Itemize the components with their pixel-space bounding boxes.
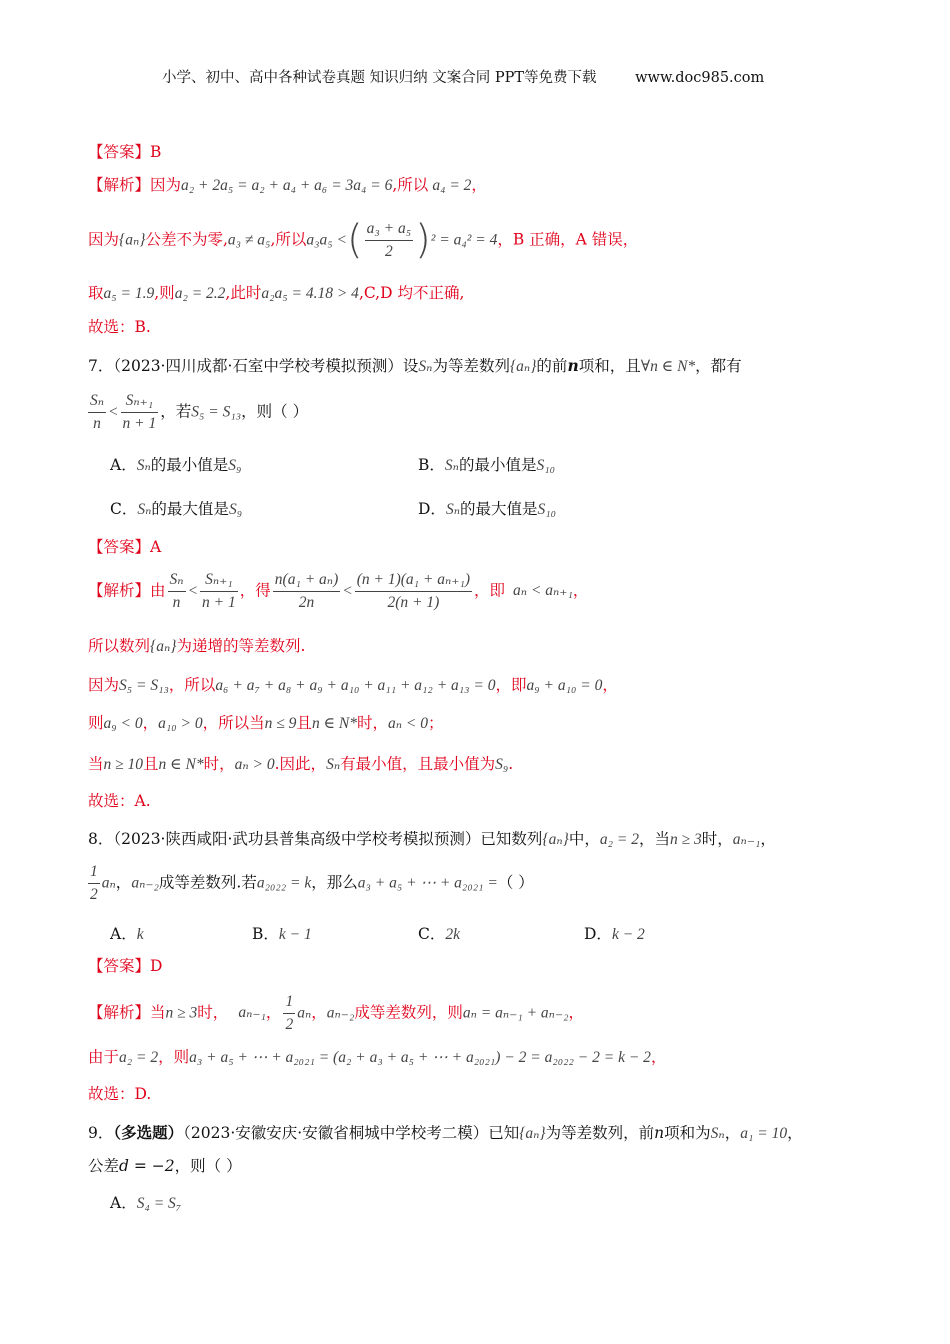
- q8-option-a[interactable]: [110, 927, 144, 943]
- formula: {aₙ}: [150, 638, 177, 655]
- formula: k: [136, 926, 144, 943]
- formula: a₂ = 2.2: [174, 285, 226, 302]
- q7-answer-line: [88, 540, 161, 556]
- formula: Sₙ: [136, 457, 151, 474]
- text: 由于: [88, 1048, 120, 1066]
- denominator: n: [93, 414, 101, 432]
- q7-analysis-line-3: [88, 678, 618, 694]
- formula: S₉: [228, 457, 242, 474]
- formula: a₉ + a₁₀ = 0: [526, 677, 603, 694]
- formula: a₃ + a₅ + ⋯ + a₂₀₂₁ =: [357, 874, 498, 892]
- text: .因此，: [274, 755, 327, 773]
- q8-answer: D: [150, 957, 163, 975]
- q7-analysis-line-2: [88, 639, 305, 655]
- fraction: [283, 994, 295, 1032]
- formula: {aₙ}: [519, 1125, 546, 1142]
- q7-stem-line-2: [86, 393, 308, 431]
- text: 为等差数列，前: [545, 1124, 655, 1142]
- text: ，: [650, 1048, 667, 1066]
- text: ；: [428, 714, 444, 732]
- text: ，: [568, 1003, 585, 1022]
- question-number: 9．: [88, 1124, 114, 1142]
- text: 的最大值是: [459, 500, 538, 518]
- text: （ ）: [497, 873, 534, 892]
- q8-analysis-line-1: [88, 994, 584, 1032]
- formula: a₅ = 1.9: [103, 285, 155, 302]
- text: 因为: [150, 176, 182, 194]
- choose-label: 故选：: [88, 318, 135, 336]
- q7-option-d[interactable]: [418, 502, 556, 518]
- text: 且: [296, 714, 312, 732]
- formula: aₙ > 0: [234, 756, 275, 773]
- text: 的最小值是: [150, 456, 229, 474]
- choose-value: D.: [134, 1085, 152, 1103]
- choose-value: B.: [134, 318, 151, 336]
- q9-stem-line-2: [88, 1159, 242, 1175]
- formula: a₂a₅ = 4.18 > 4: [261, 285, 359, 302]
- formula: aₙ: [101, 874, 116, 892]
- right-paren-icon: ): [415, 217, 431, 263]
- denominator: n: [172, 593, 181, 611]
- text: 当: [88, 755, 104, 773]
- text: 中，: [568, 830, 600, 848]
- q6-analysis-line-1: [88, 178, 487, 194]
- left-paren-icon: (: [347, 217, 363, 263]
- option-letter: D．: [584, 925, 612, 943]
- text: ，则（ ）: [241, 402, 309, 421]
- text: ，: [311, 1003, 327, 1022]
- question-tag: （多选题）: [113, 1123, 184, 1142]
- q8-stem-line-1: [88, 832, 776, 848]
- option-letter: C．: [418, 925, 446, 943]
- option-letter: A．: [110, 925, 137, 943]
- formula: aₙ < 0: [388, 715, 429, 732]
- text: ，: [760, 830, 776, 848]
- formula: n ≥ 10: [103, 756, 144, 773]
- text: ,所以: [392, 176, 429, 194]
- q8-analysis-line-2: [88, 1050, 666, 1066]
- answer-label: 【答案】: [88, 538, 151, 556]
- text: ，即: [474, 581, 506, 600]
- text: ,则: [154, 284, 175, 302]
- q7-analysis-line-5: [88, 757, 513, 773]
- text: ，: [265, 1003, 282, 1022]
- formula: k − 2: [611, 926, 645, 943]
- formula: S₅ = S₁₃: [191, 403, 242, 421]
- denominator: 2n: [298, 593, 315, 611]
- option-letter: A．: [110, 1194, 137, 1212]
- q6-answer-line: [88, 145, 161, 161]
- fraction: [365, 221, 414, 259]
- text: 时，: [701, 830, 733, 848]
- q7-option-a[interactable]: [110, 458, 241, 474]
- choose-value: A.: [134, 792, 151, 810]
- text: ，: [572, 581, 589, 600]
- fraction: [88, 864, 100, 902]
- q7-analysis-line-4: [88, 716, 444, 732]
- formula: S₁₀: [537, 501, 557, 518]
- text: ，: [787, 1124, 803, 1142]
- formula: aₙ₋₁: [238, 1004, 266, 1022]
- text: ，: [602, 676, 618, 694]
- numerator: n(a₁ + aₙ): [273, 572, 340, 592]
- formula: a₁₀ > 0: [158, 715, 203, 732]
- formula: Sₙ: [326, 756, 341, 773]
- numerator: Sₙ₊₁: [121, 393, 159, 413]
- text: 所以数列: [88, 637, 151, 655]
- text: .: [508, 755, 514, 773]
- formula: S₅ = S₁₃: [119, 677, 169, 694]
- formula: S₄ = S₇: [136, 1195, 182, 1212]
- q6-analysis-line-2: [88, 217, 639, 263]
- text: ，: [142, 714, 159, 732]
- text: 的最小值是: [458, 456, 537, 474]
- text: ,此时: [225, 284, 262, 302]
- text: ，B 正确，A 错误，: [497, 230, 639, 249]
- formula: a₃ ≠ a₅: [227, 231, 271, 249]
- q8-stem-line-2: [86, 864, 534, 902]
- text: 成等差数列.若: [158, 873, 257, 892]
- numerator: Sₙ: [88, 393, 106, 413]
- q7-answer: A: [150, 538, 162, 556]
- q7-option-b[interactable]: [418, 458, 555, 474]
- q6-analysis-line-3: [88, 286, 464, 302]
- formula: a₄ = 2: [432, 177, 472, 194]
- text: 的前: [536, 357, 568, 375]
- numerator: 1: [283, 994, 295, 1014]
- formula: a₁ = 10: [740, 1125, 788, 1142]
- text: ，则（ ）: [174, 1157, 242, 1175]
- q7-option-c[interactable]: [110, 502, 242, 518]
- text: 8．（2023·陕西咸阳·武功县普集高级中学校考模拟预测）已知数列: [88, 830, 543, 848]
- text: 项和，且: [578, 357, 641, 375]
- text: n: [567, 356, 579, 375]
- text: ，: [471, 176, 487, 194]
- formula: <: [187, 582, 199, 600]
- formula: n ∈ N*: [158, 756, 204, 773]
- text: 当: [150, 1003, 166, 1022]
- text: ，当: [638, 830, 670, 848]
- text: 公差不为零,: [145, 230, 228, 249]
- option-letter: B．: [252, 925, 279, 943]
- formula: aₙ = aₙ₋₁ + aₙ₋₂: [462, 1004, 569, 1022]
- formula: a₆ + a₇ + a₈ + a₉ + a₁₀ + a₁₁ + a₁₂ + a₁₃ = 0: [215, 677, 496, 694]
- q7-stem-line-1: [88, 358, 742, 375]
- text: ，所以当: [202, 714, 265, 732]
- formula: k − 1: [278, 926, 312, 943]
- text: 则: [88, 714, 104, 732]
- text: 且: [143, 755, 159, 773]
- text: 时，: [357, 714, 389, 732]
- formula: {aₙ}: [542, 831, 569, 848]
- text: 因为: [88, 230, 120, 249]
- formula: Sₙ: [137, 501, 152, 518]
- numerator: Sₙ₊₁: [200, 572, 238, 592]
- q8-option-d[interactable]: [584, 927, 645, 943]
- text: 的最大值是: [151, 500, 229, 518]
- formula: aₙ: [297, 1004, 312, 1022]
- numerator: Sₙ: [168, 572, 186, 592]
- q6-answer: B: [150, 143, 162, 161]
- fraction: [168, 572, 186, 610]
- text: 时，: [203, 755, 235, 773]
- text: （2023·安徽安庆·安徽省桐城中学校考二模）已知: [183, 1124, 520, 1142]
- option-letter: B．: [418, 456, 445, 474]
- q8-choose: [88, 1087, 151, 1103]
- formula: Sₙ: [710, 1125, 725, 1142]
- numerator: a₃ + a₅: [365, 221, 414, 241]
- header-url: www.doc985.com: [635, 70, 765, 86]
- denominator: 2(n + 1): [387, 593, 440, 611]
- text: 7．（2023·四川成都·石室中学校考模拟预测）设: [88, 357, 419, 375]
- choose-label: 故选：: [88, 1085, 135, 1103]
- formula: a₉ < 0: [103, 715, 143, 732]
- text: 项和为: [664, 1124, 711, 1142]
- text: ，则: [158, 1048, 190, 1066]
- text: n: [654, 1124, 665, 1142]
- text: 时，: [197, 1003, 229, 1022]
- formula: S₉: [228, 501, 243, 518]
- denominator: 2: [384, 242, 393, 260]
- text: 因为: [88, 676, 120, 694]
- option-letter: D．: [418, 500, 446, 518]
- text: ，那么: [311, 873, 358, 892]
- fraction: [355, 572, 472, 610]
- text: ，得: [239, 581, 271, 600]
- formula: <: [108, 403, 119, 421]
- numerator: (n + 1)(a₁ + aₙ₊₁): [355, 572, 472, 592]
- formula: aₙ₋₁: [732, 831, 761, 848]
- denominator: 2: [285, 1015, 294, 1033]
- formula: aₙ₋₂: [326, 1004, 355, 1022]
- formula: Sₙ: [444, 457, 459, 474]
- text: 为等差数列: [432, 357, 510, 375]
- option-letter: A．: [110, 456, 137, 474]
- formula: a₂ = 2: [599, 831, 639, 848]
- formula: ² = a₄² = 4: [430, 231, 498, 249]
- q6-choose: [88, 320, 151, 336]
- numerator: 1: [88, 864, 100, 884]
- text: ，所以: [168, 676, 216, 694]
- text: 取: [88, 284, 104, 302]
- answer-label: 【答案】: [88, 143, 151, 161]
- text: ,所以: [270, 230, 307, 249]
- fraction: [273, 572, 340, 610]
- formula: a₂ + 2a₅ = a₂ + a₄ + a₆ = 3a₄ = 6: [181, 177, 393, 194]
- text: 公差: [88, 1157, 120, 1175]
- fraction: [200, 572, 238, 610]
- formula: aₙ < aₙ₊₁: [513, 582, 573, 600]
- denominator: 2: [90, 885, 98, 903]
- answer-label: 【答案】: [88, 957, 151, 975]
- text: 有最小值，且最小值为: [340, 755, 496, 773]
- formula: {aₙ}: [119, 231, 146, 249]
- formula: a₂₀₂₂ = k: [256, 874, 312, 892]
- analysis-label: 【解析】: [88, 581, 151, 600]
- formula: d = −2: [119, 1157, 175, 1175]
- formula: aₙ₋₂: [131, 874, 159, 892]
- fraction: [88, 393, 106, 431]
- q9-stem-line-1: [88, 1125, 803, 1142]
- formula: Sₙ: [418, 358, 433, 375]
- text: ，若: [160, 402, 192, 421]
- formula: {aₙ}: [509, 358, 537, 375]
- formula: S₉: [495, 756, 509, 773]
- formula: n ≥ 3: [165, 1004, 198, 1022]
- formula: 2k: [445, 926, 461, 943]
- formula: n ≤ 9: [264, 715, 297, 732]
- header-text: 小学、初中、高中各种试卷真题 知识归纳 文案合同 PPT等免费下载: [162, 70, 597, 86]
- text: ，即: [495, 676, 527, 694]
- denominator: n + 1: [122, 414, 157, 432]
- analysis-label: 【解析】: [88, 1003, 151, 1022]
- q8-option-b[interactable]: [252, 927, 312, 943]
- q7-analysis-line-1: [88, 572, 588, 610]
- q7-choose: [88, 794, 151, 810]
- formula: a₂ = 2: [119, 1049, 159, 1066]
- formula: n ≥ 3: [670, 831, 702, 848]
- text: ，: [115, 873, 132, 892]
- denominator: n + 1: [202, 593, 236, 611]
- formula: n ∈ N*: [311, 715, 357, 732]
- formula: Sₙ: [445, 501, 460, 518]
- text: 成等差数列，则: [354, 1003, 463, 1022]
- q8-answer-line: [88, 959, 162, 975]
- option-letter: C．: [110, 500, 138, 518]
- text: 由: [150, 581, 166, 600]
- formula: S₁₀: [536, 457, 555, 474]
- formula: a₃a₅ <: [306, 231, 347, 249]
- text: ，: [724, 1124, 741, 1142]
- formula: <: [342, 582, 353, 600]
- page-header: [162, 71, 764, 86]
- choose-label: 故选：: [88, 792, 135, 810]
- formula: ∀n ∈ N*: [640, 358, 696, 375]
- text: ，都有: [695, 357, 742, 375]
- formula: a₃ + a₅ + ⋯ + a₂₀₂₁ = (a₂ + a₃ + a₅ + ⋯ + a₂₀₂₁) − 2 = a₂₀₂₂ − 2 = k − 2: [189, 1049, 651, 1066]
- q9-option-a[interactable]: [110, 1196, 181, 1212]
- fraction: [121, 393, 159, 431]
- analysis-label: 【解析】: [88, 176, 151, 194]
- text: ,C,D 均不正确,: [358, 284, 465, 302]
- q8-option-c[interactable]: [418, 927, 460, 943]
- text: 为递增的等差数列.: [176, 637, 306, 655]
